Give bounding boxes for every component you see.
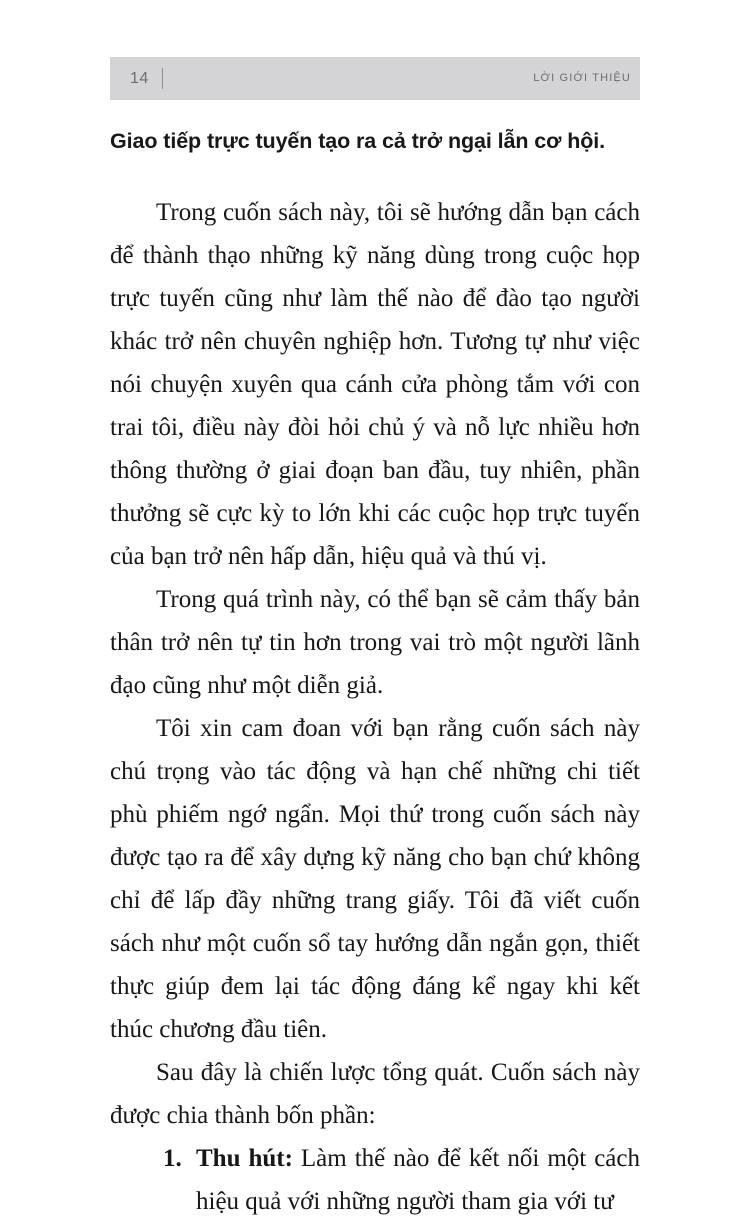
strategy-list — [110, 1137, 640, 1223]
body-paragraph: Sau đây là chiến lược tổng quát. Cuốn sách này được chia thành bốn phần: — [110, 1058, 640, 1129]
running-head-left — [130, 68, 163, 89]
body-paragraph: Trong cuốn sách này, tôi sẽ hướng dẫn bạn cách để thành thạo những kỹ năng dùng trong cuộc họp trực tuyến cũng như làm thế nào để đào tạo người khác trở nên chuyên nghiệp hơn. Tương tự như việc nói chuyện xuyên qua cánh cửa phòng tắm với con trai tôi, điều này đòi hỏi chủ ý và nỗ lực nhiều hơn thông thường ở giai đoạn ban đầu, tuy nhiên, phần thưởng sẽ cực kỳ to lớn khi các cuộc họp trực tuyến của bạn trở nên hấp dẫn, hiệu quả và thú vị. — [110, 198, 640, 570]
section-heading: Giao tiếp trực tuyến tạo ra cả trở ngại lẫn cơ hội. — [110, 129, 606, 153]
list-item-text: Làm thế nào để kết nối một cách hiệu quả với những người tham gia với tư — [196, 1144, 640, 1215]
running-head — [110, 57, 640, 100]
list-item — [110, 1137, 640, 1223]
list-item-marker: 1. — [163, 1144, 182, 1172]
list-item-term: Thu hút: — [196, 1144, 293, 1172]
body-paragraph: Trong quá trình này, có thể bạn sẽ cảm thấy bản thân trở nên tự tin hơn trong vai trò một người lãnh đạo cũng như một diễn giả. — [110, 585, 640, 699]
page-content — [110, 128, 640, 1223]
body-paragraph: Tôi xin cam đoan với bạn rằng cuốn sách này chú trọng vào tác động và hạn chế những chi tiết phù phiếm ngớ ngẩn. Mọi thứ trong cuốn sách này được tạo ra để xây dựng kỹ năng cho bạn chứ không chỉ để lấp đầy những trang giấy. Tôi đã viết cuốn sách như một cuốn sổ tay hướng dẫn ngắn gọn, thiết thực giúp đem lại tác động đáng kể ngay khi kết thúc chương đầu tiên. — [110, 714, 640, 1043]
page-number: 14 — [130, 69, 149, 87]
running-head-title: LỜI GIỚI THIỆU — [533, 72, 631, 84]
header-divider — [162, 68, 163, 89]
